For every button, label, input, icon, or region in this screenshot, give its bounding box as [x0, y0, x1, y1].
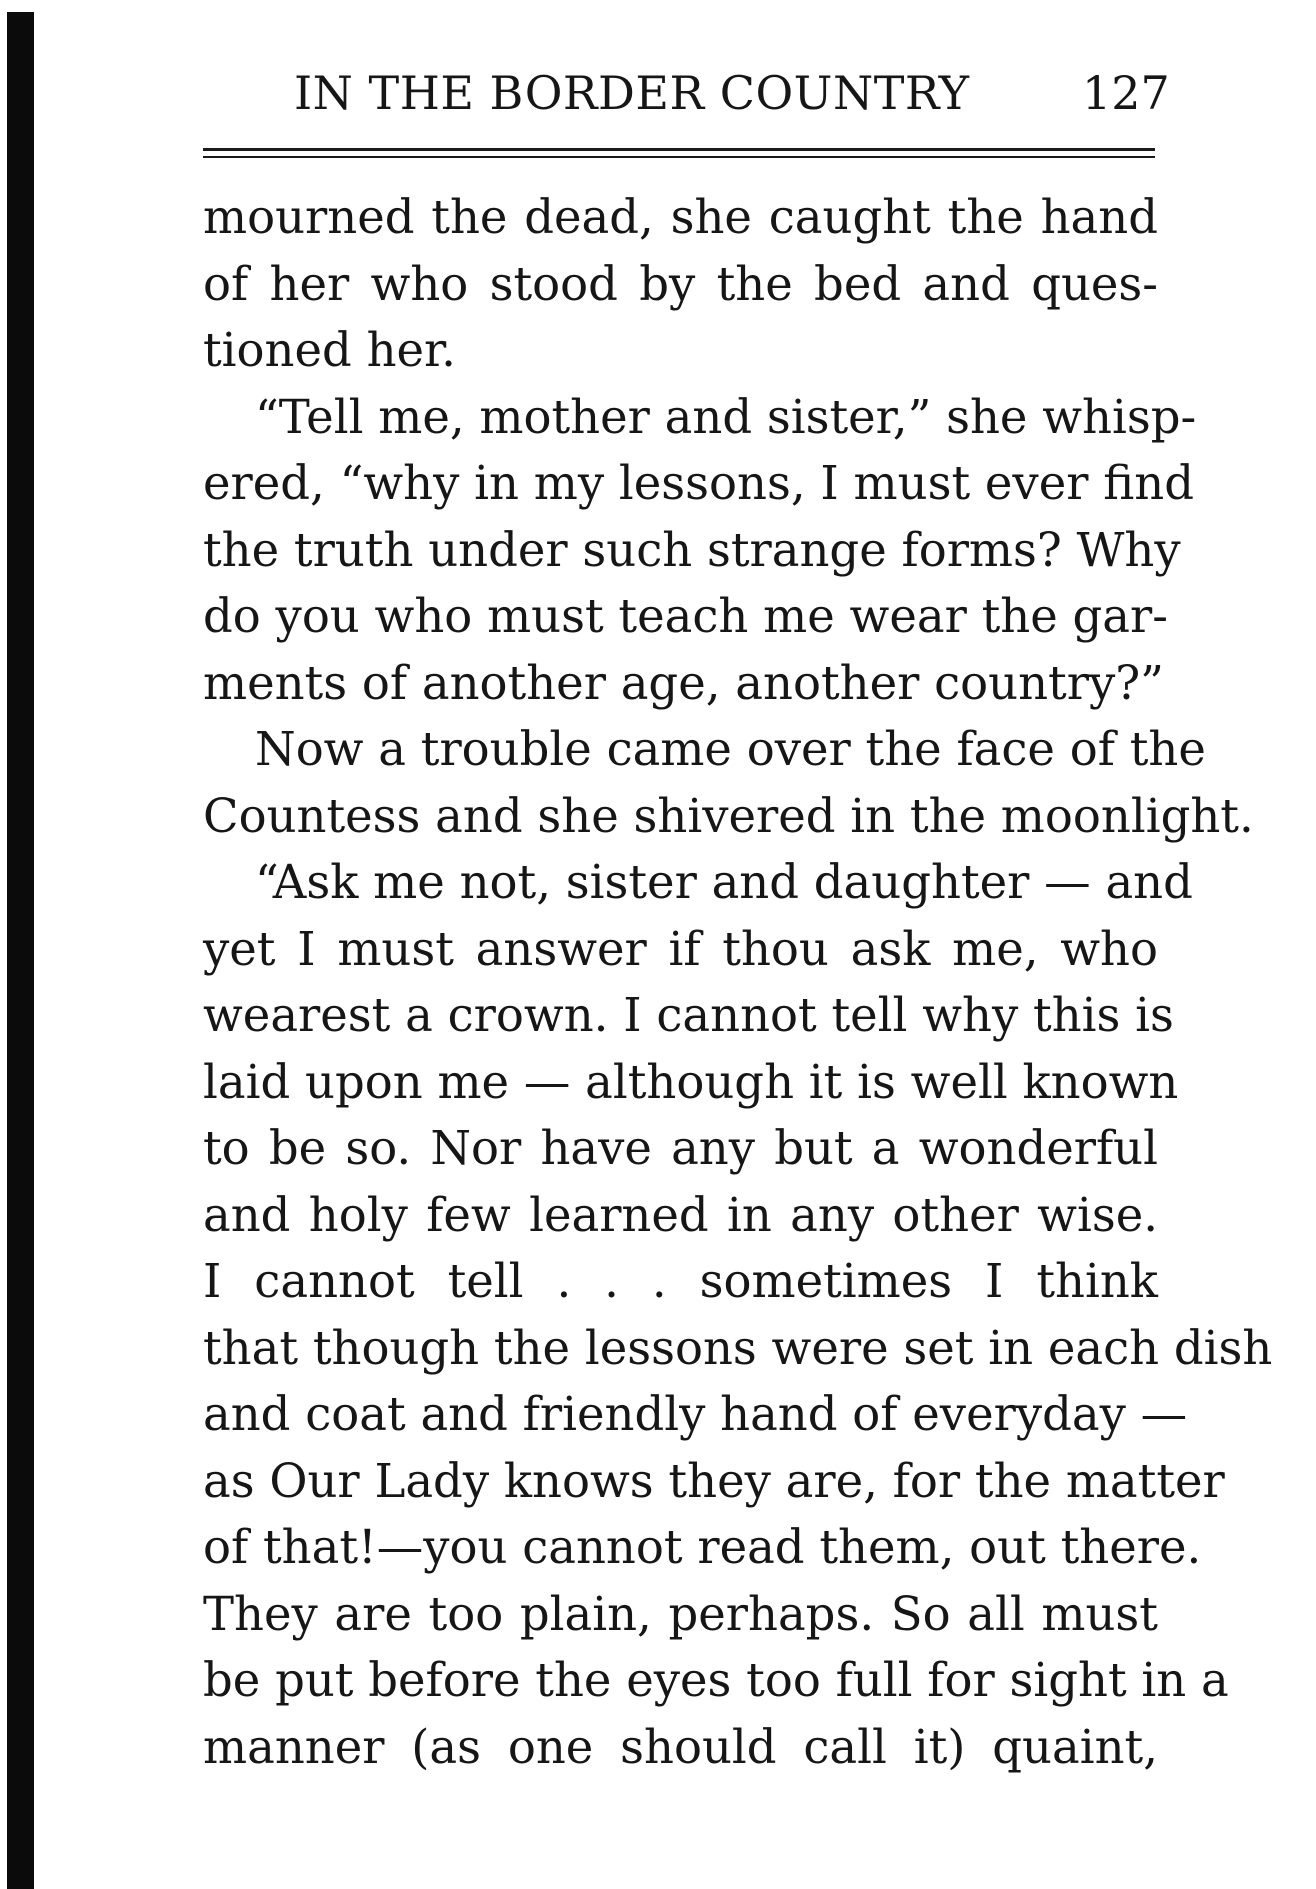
text-line: that though the lessons were set in each dish: [203, 1320, 1273, 1375]
running-head-title: IN THE BORDER COUNTRY: [294, 66, 970, 120]
text-line: as Our Lady knows they are, for the matter: [203, 1453, 1225, 1508]
text-line: Now a trouble came over the face of the: [255, 722, 1206, 776]
text-line: and holy few learned in any other wise.: [203, 1187, 1158, 1242]
text-line: of her who stood by the bed and ques-: [203, 256, 1158, 311]
text-line: of that!—you cannot read them, out there.: [203, 1520, 1202, 1574]
text-line: to be so. Nor have any but a wonderful: [203, 1121, 1158, 1175]
text-line: “Tell me, mother and sister,” she whisp-: [255, 389, 1197, 444]
text-line: do you who must teach me wear the gar-: [203, 589, 1168, 643]
text-line: yet I must answer if thou ask me, who: [203, 921, 1158, 976]
text-line: tioned her.: [203, 323, 456, 377]
text-line: Countess and she shivered in the moonlight.: [203, 788, 1254, 843]
text-line: mourned the dead, she caught the hand: [203, 190, 1158, 244]
page-number: 127: [1082, 66, 1170, 120]
text-line: the truth under such strange forms? Why: [203, 522, 1181, 577]
text-line: ered, “why in my lessons, I must ever find: [203, 456, 1194, 510]
text-line: laid upon me — although it is well known: [203, 1054, 1179, 1109]
page-body-text: [203, 184, 1273, 1780]
text-line: “Ask me not, sister and daughter — and: [255, 855, 1193, 909]
text-line: I cannot tell . . . sometimes I think: [203, 1254, 1158, 1308]
text-line: ments of another age, another country?”: [203, 655, 1164, 710]
text-line: wearest a crown. I cannot tell why this is: [203, 988, 1174, 1042]
text-line: They are too plain, perhaps. So all must: [203, 1586, 1158, 1641]
header-rule-top: [203, 148, 1155, 151]
header-rule-bottom: [203, 156, 1155, 158]
book-spine-shadow: [7, 12, 34, 1889]
text-line: manner (as one should call it) quaint,: [203, 1719, 1158, 1774]
text-line: be put before the eyes too full for sight in a: [203, 1653, 1229, 1707]
text-line: and coat and friendly hand of everyday —: [203, 1387, 1188, 1441]
